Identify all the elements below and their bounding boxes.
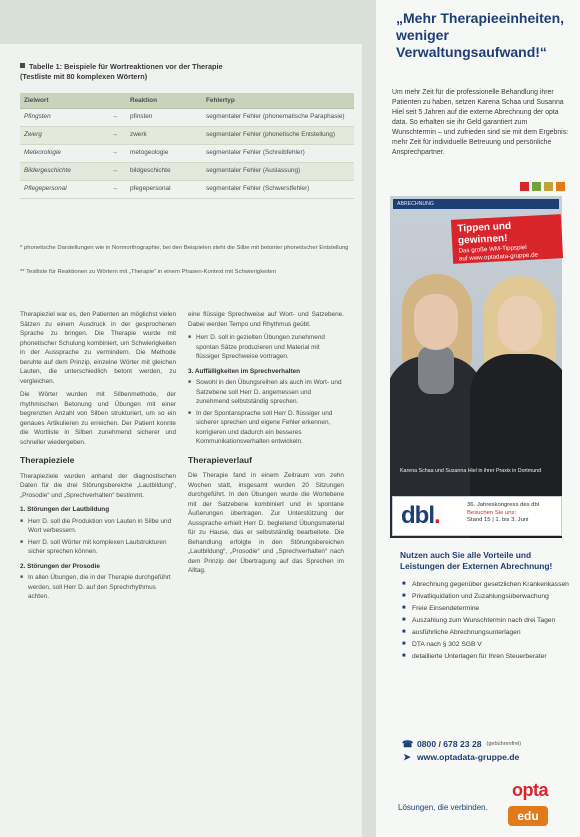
table-row: [20, 126, 354, 144]
color-square: [520, 182, 529, 191]
arrow-icon: →: [104, 180, 126, 198]
table-header: [104, 93, 126, 108]
body-paragraph: Therapieziel war es, den Patienten an möglichst vielen Sätzen zu einem Ausdruck in der gesprochenen Sprache zu bringen. Die Therapie wurde mit phonetischer Schulung kombiniert, um Schwierigkeiten in der Aussprache zu vermindern. Die Methode beruhte auf dem Prinzip, einzelne Wörter mit gleichen Lauten, die unterschiedlich betont werden, zu vergleichen.: [20, 311, 176, 385]
table-cell-type: segmentaler Fehler (Auslassung): [202, 162, 354, 180]
section-heading-course: Therapieverlauf: [188, 454, 252, 465]
list-item: ■ In der Spontansprache soll Herr D. flüssiger und sicherer sprechen und eigene Fehler erkennen, korrigieren und dadurch ein besseres Kommunikationsverhalten entwickeln.: [188, 409, 344, 447]
table-caption-line1: Tabelle 1: Beispiele für Wortreaktionen vor der Therapie: [29, 62, 223, 71]
dbl-line: Besuchen Sie uns:: [467, 509, 517, 516]
table-caption: [20, 62, 350, 82]
section-heading-goals: Therapieziele: [20, 455, 75, 465]
goal-list-articulation: [20, 517, 176, 557]
table-footnote-2: ** Testliste für Reaktionen zu Wörtern mit „Therapie“ in einem Phasen-Kontext mit Schwierigkeiten: [20, 269, 276, 275]
table-row: [20, 108, 354, 126]
arrow-icon: →: [104, 126, 126, 144]
dbl-congress-text: [467, 502, 559, 525]
brand-color-squares: [520, 182, 565, 191]
table-cell-target: Zwerg: [20, 126, 104, 144]
opta-logo: opta: [512, 780, 548, 800]
table-cell-target: Meteorologie: [20, 144, 104, 162]
table-header-row: [20, 93, 354, 108]
table-header: Reaktion: [126, 93, 202, 108]
dbl-congress-box: [392, 496, 562, 536]
contest-banner[interactable]: [451, 214, 563, 264]
benefit-item: ■ detaillierte Unterlagen für Ihren Steuerberater: [402, 652, 570, 662]
benefits-list: [402, 580, 570, 664]
list-item: ■ Herr D. soll in gezielten Übungen zunehmend spontan Sätze produzieren und Material mit flüssiger Sprechweise vortragen.: [188, 333, 344, 362]
color-square: [544, 182, 553, 191]
photo-label: ABRECHNUNG: [393, 199, 559, 209]
website-link[interactable]: www.optadata-gruppe.de: [417, 752, 520, 762]
watermark-logo: edu: [508, 806, 548, 826]
arrow-right-icon: ➤: [403, 752, 411, 762]
dbl-line: 36. Jahreskongress des dbl: [467, 502, 540, 508]
table-cell-type: segmentaler Fehler (Schreibfehler): [202, 144, 354, 162]
person-left-scarf: [418, 346, 454, 394]
table-cell-target: Pflegepersonal: [20, 180, 104, 198]
list-item: ■ Herr D. soll die Produktion von Lauten in Silbe und Wort verbessern.: [20, 517, 176, 536]
banner-link[interactable]: auf www.optadata-gruppe.de: [458, 251, 539, 263]
phone-number[interactable]: 0800 / 678 23 28: [417, 739, 482, 749]
dbl-line: Stand 15 | 1. bis 3. Juni: [467, 517, 529, 523]
table-cell-type: segmentaler Fehler (phonematische Paraphasie): [202, 108, 354, 126]
arrow-icon: →: [104, 108, 126, 126]
table-row: [20, 144, 354, 162]
table-row: [20, 162, 354, 180]
body-paragraph: Die Wörter wurden mit Silbenmethode, der rhythmischen Betonung und Übungen mit einer begrenzten Anzahl von Silben strukturiert, um so ein genaues Artikulieren zu erreichen. Der Patient konnte die Wortliste in Silben zunehmend sicherer und schneller wiedergeben.: [20, 391, 176, 446]
table-cell-reaction: pfinsten: [126, 108, 202, 126]
table-caption-line2: (Testliste mit 80 komplexen Wörtern): [20, 72, 148, 81]
page-gutter: [362, 0, 376, 837]
body-paragraph: eine flüssige Sprechweise auf Wort- und Satzebene. Dabei werden Tempo und Rhythmus geübt.: [188, 311, 344, 328]
list-item: ■ Sowohl in den Übungsreihen als auch im Wort- und Satzebene soll Herr D. angemessen und zunehmend selbstständig sprechen.: [188, 378, 344, 407]
table-cell-reaction: metogeologie: [126, 144, 202, 162]
caption-bullet-icon: [20, 63, 25, 68]
subheading-articulation: 1. Störungen der Lautbildung: [20, 506, 110, 513]
benefit-item: ■ Auszahlung zum Wunschtermin nach drei Tagen: [402, 616, 570, 626]
person-right-face: [498, 296, 542, 352]
phone-row[interactable]: [402, 738, 572, 751]
color-square: [532, 182, 541, 191]
web-row[interactable]: [402, 751, 572, 764]
benefit-item: ■ DTA nach § 302 SGB V: [402, 640, 570, 650]
goal-list-behaviour: [188, 378, 344, 447]
color-square: [556, 182, 565, 191]
brand-slogan: Lösungen, die verbinden.: [398, 803, 488, 812]
phone-note: (gebührenfrei): [486, 741, 522, 747]
banner-title: Tippen und gewinnen!: [457, 220, 512, 247]
ad-intro-text: Um mehr Zeit für die professionelle Behandlung ihrer Patienten zu haben, setzen Karena Schaa und Susanna Hiel seit 5 Jahren auf die externe Abrechnung der opta data. So erhalten sie ihr Geld garantiert zum Wunschtermin – und zufrieden sind sie mit dem Ergebnis: mehr Zeit für individuelle Betreuung und persönliche Ansprechpartner.: [392, 89, 569, 156]
ad-headline: „Mehr Therapieeinheiten, weniger Verwaltungsaufwand!“: [396, 10, 565, 60]
table-cell-target: Pfingsten: [20, 108, 104, 126]
contact-block: [402, 738, 572, 764]
benefit-item: ■ Abrechnung gegenüber gesetzlichen Krankenkassen: [402, 580, 570, 590]
article-column-2: [188, 310, 344, 580]
table-cell-reaction: zwerk: [126, 126, 202, 144]
word-reaction-table: [20, 93, 354, 199]
dbl-logo: dbl.: [401, 502, 440, 529]
subheading-prosody: 2. Störungen der Prosodie: [20, 562, 100, 570]
benefit-item: ■ Freie Einsendetermine: [402, 604, 570, 614]
table-cell-type: segmentaler Fehler (phonetische Entstellung): [202, 126, 354, 144]
table-header: Fehlertyp: [202, 93, 354, 108]
benefits-title: Nutzen auch Sie alle Vorteile und Leistungen der Externen Abrechnung!: [400, 550, 553, 571]
benefit-item: ■ Privatliquidation und Zuzahlungsüberwachung: [402, 592, 570, 602]
table-cell-reaction: pfegepersonal: [126, 180, 202, 198]
list-item: ■ In allen Übungen, die in der Therapie durchgeführt werden, soll Herr D. auf den Sprechrhythmus achten.: [20, 573, 176, 602]
table-cell-type: segmentaler Fehler (Schwerstfehler): [202, 180, 354, 198]
phone-icon: ☎: [402, 739, 414, 749]
goal-list-fluency: [188, 333, 344, 362]
goal-list-prosody: [20, 573, 176, 602]
table-cell-target: Bildergeschichte: [20, 162, 104, 180]
arrow-icon: →: [104, 144, 126, 162]
photo-caption: Karena Schaa und Susanna Hiel in ihrer Praxis in Dortmund: [400, 468, 542, 474]
article-column-1: [20, 310, 176, 605]
arrow-icon: →: [104, 162, 126, 180]
body-paragraph: Die Therapie fand in einem Zeitraum von zehn Wochen statt, insgesamt wurden 20 Sitzungen durchgeführt. In den Übungen wurde die Wortebene mit der Satzebene kombiniert und in spontane Äußerungen übertragen. Zur Unterstützung der Aussprache erhielt Herr D. begleitend Übungsmaterial für zu Hause, das er selbstständig bearbeitete. Die Behandlung erfolgte in den Störungsbereichen „Lautbildung“, „Prosodie“ und „Sprechverhalten“ nach dem Prinzip der Übertragung auf das Sprechen im Alltag.: [188, 472, 344, 574]
table-row: [20, 180, 354, 198]
table-header: Zielwort: [20, 93, 104, 108]
person-left-face: [414, 294, 458, 350]
body-paragraph: Therapieziele wurden anhand der diagnostischen Daten für die drei Störungsbereiche „Lautbildung“, „Prosodie“ und „Sprechverhalten“ bestimmt.: [20, 472, 176, 499]
page-header-band: [0, 0, 362, 44]
banner-line: Das große WM-Tippspiel: [458, 243, 527, 255]
table-footnote-1: * phonetische Darstellungen wie in Normorthographie, bei den Beispielen steht die Silbe mit betonter phonetischer Entstellung: [20, 245, 349, 251]
benefit-item: ■ ausführliche Abrechnungsunterlagen: [402, 628, 570, 638]
table-cell-reaction: bildgeschichte: [126, 162, 202, 180]
subheading-speech-behaviour: 3. Auffälligkeiten im Sprechverhalten: [188, 367, 300, 375]
list-item: ■ Herr D. soll Wörter mit komplexen Lautstrukturen sicher sprechen können.: [20, 538, 176, 557]
